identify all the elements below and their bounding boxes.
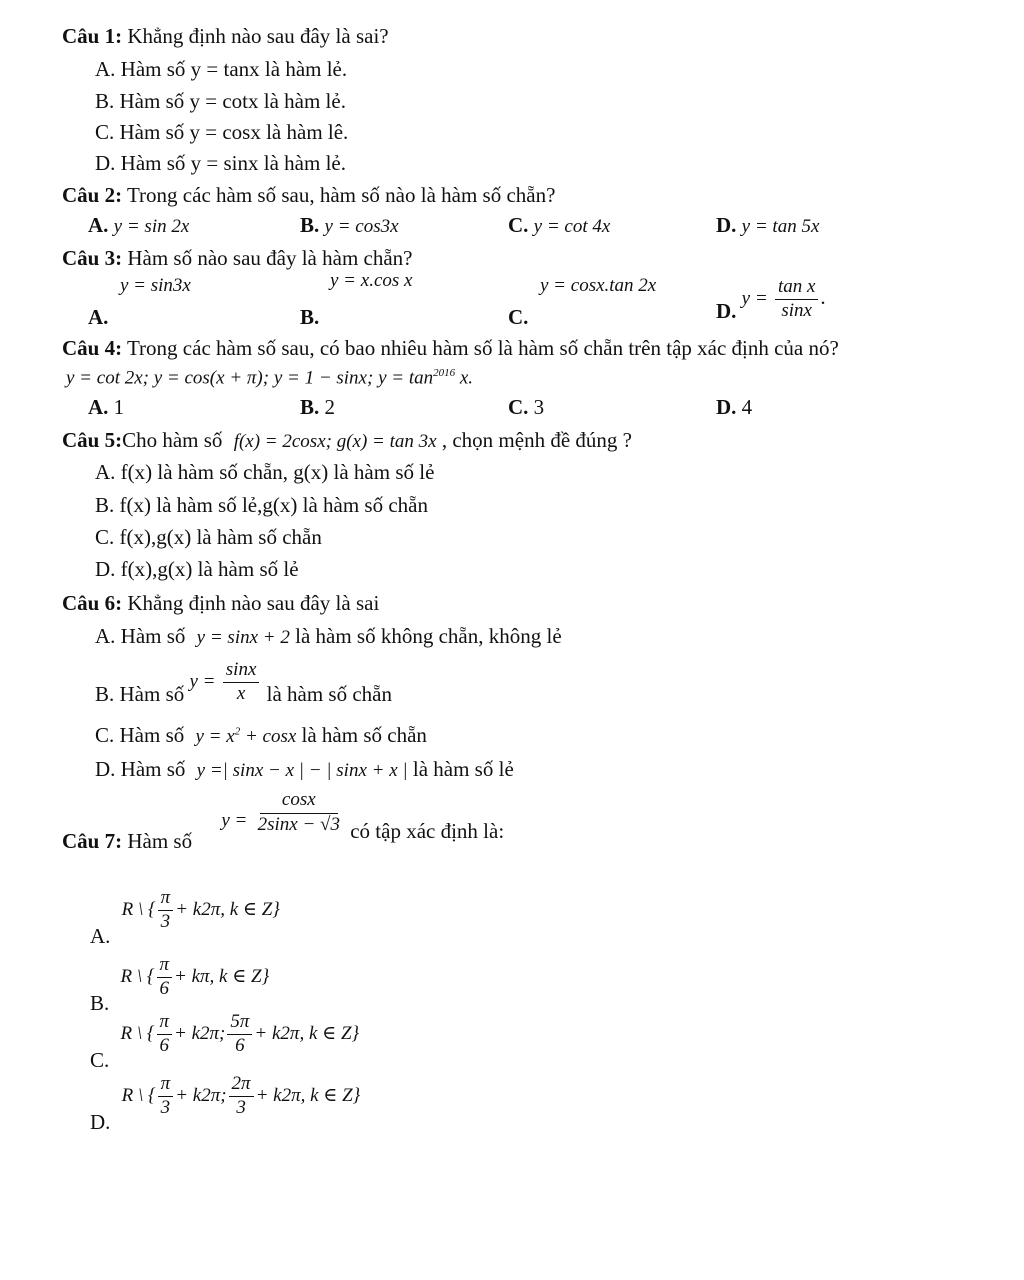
q7-d-den2: 3 xyxy=(236,1096,246,1118)
q4-exponent: 2016 xyxy=(433,367,456,379)
q2-expr-b: y = cos3x xyxy=(324,216,399,237)
q1-text: Khẳng định nào sau đây là sai? xyxy=(127,24,389,48)
q4-value-a: 1 xyxy=(113,395,125,419)
q3-d-denominator: sinx xyxy=(781,299,812,321)
q1-option-a[interactable]: A. Hàm số y = tanx là hàm lẻ. xyxy=(95,57,348,81)
q2-option-c[interactable] xyxy=(508,213,610,238)
q4-functions-end: x. xyxy=(455,367,474,389)
q6-c-suffix: là hàm số chẵn xyxy=(301,723,427,747)
q7-a-post: + k2π, k ∈ Z} xyxy=(175,899,280,921)
q6-d-suffix: là hàm số lẻ xyxy=(412,757,514,781)
q5-text-before: Cho hàm số xyxy=(122,428,223,452)
q6-d-prefix: D. Hàm số xyxy=(95,757,186,781)
q3-expr-c[interactable]: y = cosx.tan 2x xyxy=(540,275,657,296)
q7-b-fraction xyxy=(157,955,173,1000)
q7-d-num2: 2π xyxy=(229,1074,254,1097)
q6-c-expr: y = x xyxy=(195,726,235,747)
q3-expr-a[interactable]: y = sin3x xyxy=(120,275,191,296)
q4-option-d[interactable] xyxy=(716,395,752,419)
q3-d-fraction xyxy=(775,277,818,322)
q7-d-fraction-2 xyxy=(229,1074,254,1119)
q7-c-fraction-2 xyxy=(227,1012,252,1057)
q7-text-after: có tập xác định là: xyxy=(350,818,505,843)
q7-text: Hàm số xyxy=(127,828,193,853)
q7-a-den: 3 xyxy=(160,910,171,932)
q6-c-expr-rest: + cosx xyxy=(240,726,297,747)
q4-value-c: 3 xyxy=(533,395,545,419)
q6-title: Câu 6: xyxy=(62,591,123,615)
q4-label-d: D. xyxy=(716,395,737,419)
q7-option-a[interactable] xyxy=(90,887,280,949)
q2-expr-c: y = cot 4x xyxy=(533,216,611,237)
q7-c-mid: + k2π; xyxy=(174,1023,226,1045)
q6-option-a[interactable] xyxy=(95,624,562,649)
q3-text: Hàm số nào sau đây là hàm chẵn? xyxy=(127,246,413,270)
q7-a-fraction xyxy=(158,888,174,933)
q7-d-num1: π xyxy=(158,1074,174,1097)
q7-d-fraction-1 xyxy=(158,1074,174,1119)
q6-a-suffix: là hàm số không chẵn, không lẻ xyxy=(295,624,562,648)
q2-label-a: A. xyxy=(88,213,109,237)
q4-label-a: A. xyxy=(88,395,109,419)
q2-expr-d: y = tan 5x xyxy=(741,216,820,237)
q7-b-num: π xyxy=(157,955,173,978)
q5-option-c[interactable]: C. f(x),g(x) là hàm số chẵn xyxy=(95,525,322,549)
q7-title: Câu 7: xyxy=(62,828,123,853)
q2-label-c: C. xyxy=(508,213,529,237)
q7-d-den1: 3 xyxy=(160,1096,171,1118)
q6-b-denominator: x xyxy=(236,682,246,704)
q7-c-den2: 6 xyxy=(235,1034,245,1056)
q4-value-d: 4 xyxy=(741,395,753,419)
q4-text: Trong các hàm số sau, có bao nhiêu hàm số là hàm số chẵn trên tập xác định của nó? xyxy=(126,336,839,360)
q5-text-after: , chọn mệnh đề đúng ? xyxy=(441,428,632,452)
q6-a-prefix: A. Hàm số xyxy=(95,624,186,648)
q5-expr: f(x) = 2cosx; g(x) = tan 3x xyxy=(233,431,437,452)
q4-label-b: B. xyxy=(300,395,320,419)
q6-option-c[interactable] xyxy=(95,723,427,748)
q4-option-b[interactable] xyxy=(300,395,335,419)
q6-b-numerator: sinx xyxy=(223,660,260,683)
q3-heading xyxy=(62,246,413,270)
q7-c-num1: π xyxy=(157,1012,173,1035)
q7-c-post: + k2π, k ∈ Z} xyxy=(254,1023,360,1045)
q6-c-prefix: C. Hàm số xyxy=(95,723,185,747)
q1-option-c[interactable]: C. Hàm số y = cosx là hàm lê. xyxy=(95,120,349,144)
q6-b-fraction xyxy=(223,660,260,705)
q2-expr-a: y = sin 2x xyxy=(113,216,190,237)
q6-b-prefix: B. Hàm số xyxy=(95,682,185,707)
q5-heading xyxy=(62,428,632,453)
q6-a-expr: y = sinx + 2 xyxy=(196,627,290,648)
q2-option-d[interactable] xyxy=(716,213,819,238)
q4-functions xyxy=(66,367,473,389)
q7-option-d[interactable] xyxy=(90,1073,361,1135)
q7-b-post: + kπ, k ∈ Z} xyxy=(174,966,270,988)
q4-option-c[interactable] xyxy=(508,395,544,419)
q3-label-a[interactable]: A. xyxy=(88,305,109,329)
q3-d-y: y = xyxy=(741,288,768,310)
q4-title: Câu 4: xyxy=(62,336,123,360)
q5-option-d[interactable]: D. f(x),g(x) là hàm số lẻ xyxy=(95,557,299,581)
q7-d-post: + k2π, k ∈ Z} xyxy=(255,1085,361,1107)
q1-heading xyxy=(62,24,389,48)
q3-option-d[interactable]: D. y = $\frac{\text{tan x}}{\sin x}$ . xyxy=(716,276,826,324)
q7-b-den: 6 xyxy=(159,977,170,999)
q1-title: Câu 1: xyxy=(62,24,123,48)
q2-label-b: B. xyxy=(300,213,320,237)
q6-text: Khẳng định nào sau đây là sai xyxy=(127,591,380,615)
q4-label-c: C. xyxy=(508,395,529,419)
q7-d-mid: + k2π; xyxy=(175,1085,227,1107)
q3-title: Câu 3: xyxy=(62,246,123,270)
q7-heading xyxy=(62,789,505,853)
q7-option-b[interactable] xyxy=(90,954,270,1016)
q7-a-pre: R \ { xyxy=(121,899,156,921)
q2-text: Trong các hàm số sau, hàm số nào là hàm số chẵn? xyxy=(126,183,556,207)
q7-c-pre: R \ { xyxy=(120,1023,155,1045)
q6-d-expr: y =| sinx − x | − | sinx + x | xyxy=(196,760,408,781)
q2-label-d: D. xyxy=(716,213,737,237)
q6-option-b[interactable] xyxy=(95,660,392,705)
q7-c-den1: 6 xyxy=(159,1034,170,1056)
q3-d-numerator: tan x xyxy=(775,277,818,300)
q7-c-num2: 5π xyxy=(227,1012,252,1035)
q2-option-a[interactable] xyxy=(88,213,189,238)
q6-b-suffix: là hàm số chẵn xyxy=(266,682,392,707)
q4-heading xyxy=(62,336,839,360)
q7-fraction xyxy=(255,790,343,836)
q7-numerator: cosx xyxy=(260,790,338,814)
q7-label-c: C. xyxy=(90,1048,110,1073)
q7-label-d: D. xyxy=(90,1110,111,1135)
q3-label-d: D. xyxy=(716,299,737,324)
q7-label-b: B. xyxy=(90,991,110,1016)
q7-y: y = xyxy=(221,809,248,831)
q7-denominator: 2sinx − √3 xyxy=(257,813,340,835)
q7-option-c[interactable] xyxy=(90,1011,360,1073)
q2-option-b[interactable] xyxy=(300,213,399,238)
q4-option-a[interactable] xyxy=(88,395,124,419)
q7-d-pre: R \ { xyxy=(121,1085,156,1107)
q3-label-c[interactable]: C. xyxy=(508,305,529,329)
q6-option-d[interactable] xyxy=(95,757,514,782)
q2-title: Câu 2: xyxy=(62,183,123,207)
q6-b-y: y = xyxy=(189,671,216,693)
q7-b-pre: R \ { xyxy=(120,966,155,988)
q3-label-b[interactable]: B. xyxy=(300,305,320,329)
q1-option-b[interactable]: B. Hàm số y = cotx là hàm lẻ. xyxy=(95,89,346,113)
q5-title: Câu 5: xyxy=(62,428,123,452)
q6-c-exponent: 2 xyxy=(234,725,241,738)
q7-c-fraction-1 xyxy=(157,1012,173,1057)
q7-label-a: A. xyxy=(90,924,111,949)
q1-option-d[interactable]: D. Hàm số y = sinx là hàm lẻ. xyxy=(95,151,346,175)
q4-functions-list: y = cot 2x; y = cos(x + π); y = 1 − sinx; y = tan xyxy=(66,367,434,389)
q5-option-a[interactable]: A. f(x) là hàm số chẵn, g(x) là hàm số lẻ xyxy=(95,460,435,484)
q6-heading xyxy=(62,591,379,615)
q7-a-num: π xyxy=(158,888,174,911)
q2-heading xyxy=(62,183,555,207)
q5-option-b[interactable]: B. f(x) là hàm số lẻ,g(x) là hàm số chẵn xyxy=(95,493,428,517)
q3-expr-b[interactable]: y = x.cos x xyxy=(330,270,413,291)
q4-value-b: 2 xyxy=(324,395,336,419)
